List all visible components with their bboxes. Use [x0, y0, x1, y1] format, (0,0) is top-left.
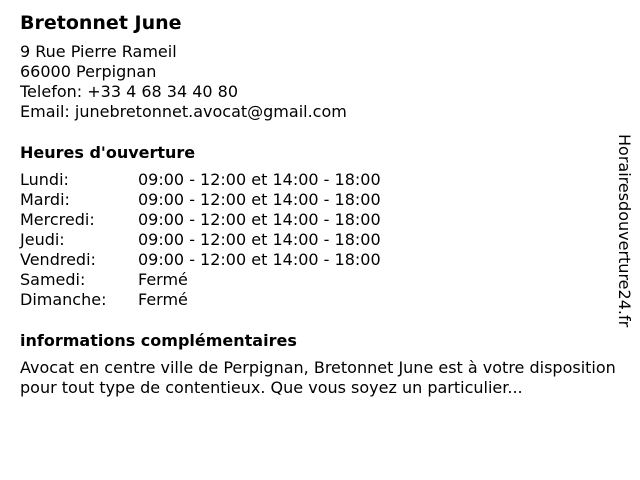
hours-row-sunday: [20, 290, 620, 310]
city-line: 66000 Perpignan: [20, 62, 157, 81]
opening-hours-table: [20, 170, 620, 310]
hours-day: Dimanche:: [20, 290, 107, 309]
hours-row-saturday: [20, 270, 620, 290]
hours-row-monday: [20, 170, 620, 190]
hours-row-friday: [20, 250, 620, 270]
description-text: Avocat en centre ville de Perpignan, Bretonnet June est à votre disposition pour tout type de contentieux. Que vous soyez un particulier...: [20, 358, 616, 397]
hours-row-wednesday: [20, 210, 620, 230]
address-block: [20, 42, 620, 122]
opening-hours-heading: Heures d'ouverture: [20, 143, 196, 162]
hours-time: Fermé: [138, 290, 188, 309]
hours-day: Vendredi:: [20, 250, 96, 269]
hours-day: Mardi:: [20, 190, 70, 209]
hours-row-tuesday: [20, 190, 620, 210]
hours-time: 09:00 - 12:00 et 14:00 - 18:00: [138, 210, 381, 229]
hours-day: Lundi:: [20, 170, 69, 189]
business-card: [20, 10, 620, 398]
hours-day: Jeudi:: [20, 230, 65, 249]
hours-time: 09:00 - 12:00 et 14:00 - 18:00: [138, 230, 381, 249]
street-address: 9 Rue Pierre Rameil: [20, 42, 177, 61]
additional-info-heading: informations complémentaires: [20, 331, 297, 350]
hours-time: Fermé: [138, 270, 188, 289]
business-name: Bretonnet June: [20, 12, 182, 34]
email-line: Email: junebretonnet.avocat@gmail.com: [20, 102, 347, 121]
phone-line: Telefon: +33 4 68 34 40 80: [20, 82, 239, 101]
hours-time: 09:00 - 12:00 et 14:00 - 18:00: [138, 190, 381, 209]
hours-time: 09:00 - 12:00 et 14:00 - 18:00: [138, 170, 381, 189]
hours-time: 09:00 - 12:00 et 14:00 - 18:00: [138, 250, 381, 269]
hours-row-thursday: [20, 230, 620, 250]
hours-day: Samedi:: [20, 270, 86, 289]
watermark-text: Horairesdouverture24.fr: [615, 134, 634, 328]
hours-day: Mercredi:: [20, 210, 95, 229]
